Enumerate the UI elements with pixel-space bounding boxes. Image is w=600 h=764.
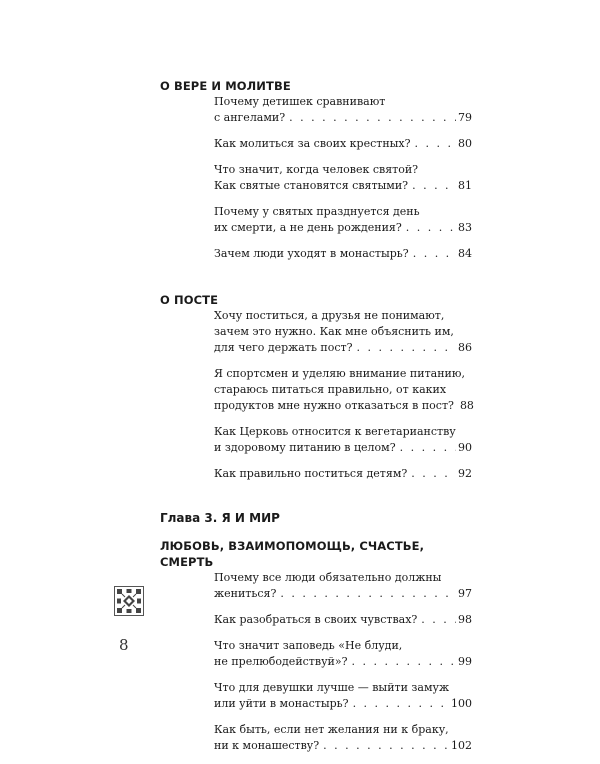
entry-line: Что для девушки лучше — выйти замуж bbox=[214, 681, 450, 694]
entry-text: не прелюбодействуй»? bbox=[214, 655, 348, 668]
entry-text: или уйти в монастырь? bbox=[214, 697, 349, 710]
section-entries bbox=[214, 308, 472, 482]
leader-dots bbox=[289, 110, 456, 126]
entry-line: стараюсь питаться правильно, от каких bbox=[214, 383, 447, 396]
entry-text: Как правильно поститься детям? bbox=[214, 467, 408, 480]
page-ref: 92 bbox=[458, 467, 472, 480]
leader-dots bbox=[280, 586, 456, 602]
leader-dots bbox=[421, 612, 456, 628]
ornament-icon bbox=[114, 586, 144, 616]
page-ref: 81 bbox=[458, 179, 472, 192]
page-ref: 90 bbox=[458, 441, 472, 454]
toc-entry[interactable] bbox=[214, 204, 472, 236]
section-entries bbox=[214, 94, 472, 262]
entry-line: Почему у святых празднуется день bbox=[214, 205, 420, 218]
entry-text: продуктов мне нужно отказаться в пост? bbox=[214, 399, 454, 412]
entry-line: Что значит, когда человек святой? bbox=[214, 163, 419, 176]
toc-entry[interactable] bbox=[214, 612, 472, 628]
leader-dots bbox=[412, 178, 456, 194]
entry-text: и здоровому питанию в целом? bbox=[214, 441, 396, 454]
entry-line: Почему все люди обязательно должны bbox=[214, 571, 442, 584]
page-ref: 99 bbox=[458, 655, 472, 668]
page-ref: 79 bbox=[458, 111, 472, 124]
leader-dots bbox=[413, 246, 456, 262]
page-ref: 80 bbox=[458, 137, 472, 150]
toc-entry[interactable] bbox=[214, 308, 472, 356]
page-ref: 102 bbox=[451, 739, 472, 752]
toc-entry[interactable] bbox=[214, 466, 472, 482]
toc-entry[interactable] bbox=[214, 366, 472, 414]
entry-text: ни к монашеству? bbox=[214, 739, 320, 752]
toc-entry[interactable] bbox=[214, 722, 472, 754]
page-ref: 98 bbox=[458, 613, 472, 626]
page-number: 8 bbox=[119, 636, 129, 654]
page-ref: 83 bbox=[458, 221, 472, 234]
page-ref: 84 bbox=[458, 247, 472, 260]
toc-entry[interactable] bbox=[214, 162, 472, 194]
chapter-title: Глава 3. Я И МИР bbox=[160, 511, 280, 525]
leader-dots bbox=[411, 466, 456, 482]
toc-entry[interactable] bbox=[214, 424, 472, 456]
entry-text: Зачем люди уходят в монастырь? bbox=[214, 247, 409, 260]
entry-text: Как святые становятся святыми? bbox=[214, 179, 409, 192]
leader-dots bbox=[400, 440, 456, 456]
toc-entry[interactable] bbox=[214, 136, 472, 152]
leader-dots bbox=[415, 136, 456, 152]
entry-line: зачем это нужно. Как мне объяснить им, bbox=[214, 325, 454, 338]
leader-dots bbox=[406, 220, 456, 236]
page-ref: 88 bbox=[459, 399, 474, 412]
entry-line: Как быть, если нет желания ни к браку, bbox=[214, 723, 449, 736]
entry-text: Как разобраться в своих чувствах? bbox=[214, 613, 418, 626]
leader-dots bbox=[323, 738, 449, 754]
section-title: О ВЕРЕ И МОЛИТВЕ bbox=[160, 79, 291, 93]
entry-line: Я спортсмен и уделяю внимание питанию, bbox=[214, 367, 465, 380]
section-title: О ПОСТЕ bbox=[160, 293, 219, 307]
toc-entry[interactable] bbox=[214, 638, 472, 670]
leader-dots bbox=[357, 340, 456, 356]
leader-dots bbox=[352, 654, 456, 670]
section-title: ЛЮБОВЬ, ВЗАИМОПОМОЩЬ, СЧАСТЬЕ, СМЕРТЬ bbox=[160, 539, 425, 569]
entry-text: для чего держать пост? bbox=[214, 341, 353, 354]
entry-line: Почему детишек сравнивают bbox=[214, 95, 386, 108]
leader-dots bbox=[353, 696, 449, 712]
entry-line: Как Церковь относится к вегетарианству bbox=[214, 425, 456, 438]
toc-entry[interactable] bbox=[214, 94, 472, 126]
entry-text: жениться? bbox=[214, 587, 277, 600]
table-of-contents bbox=[160, 78, 472, 764]
section-entries bbox=[214, 570, 472, 754]
page-ref: 97 bbox=[458, 587, 472, 600]
entry-text: их смерти, а не день рождения? bbox=[214, 221, 402, 234]
toc-entry[interactable] bbox=[214, 680, 472, 712]
entry-line: Хочу поститься, а друзья не понимают, bbox=[214, 309, 445, 322]
toc-entry[interactable] bbox=[214, 570, 472, 602]
entry-line: Что значит заповедь «Не блуди, bbox=[214, 639, 403, 652]
page-ref: 86 bbox=[458, 341, 472, 354]
entry-text: с ангелами? bbox=[214, 111, 286, 124]
page-ref: 100 bbox=[451, 697, 472, 710]
toc-entry[interactable] bbox=[214, 246, 472, 262]
entry-text: Как молиться за своих крестных? bbox=[214, 137, 411, 150]
